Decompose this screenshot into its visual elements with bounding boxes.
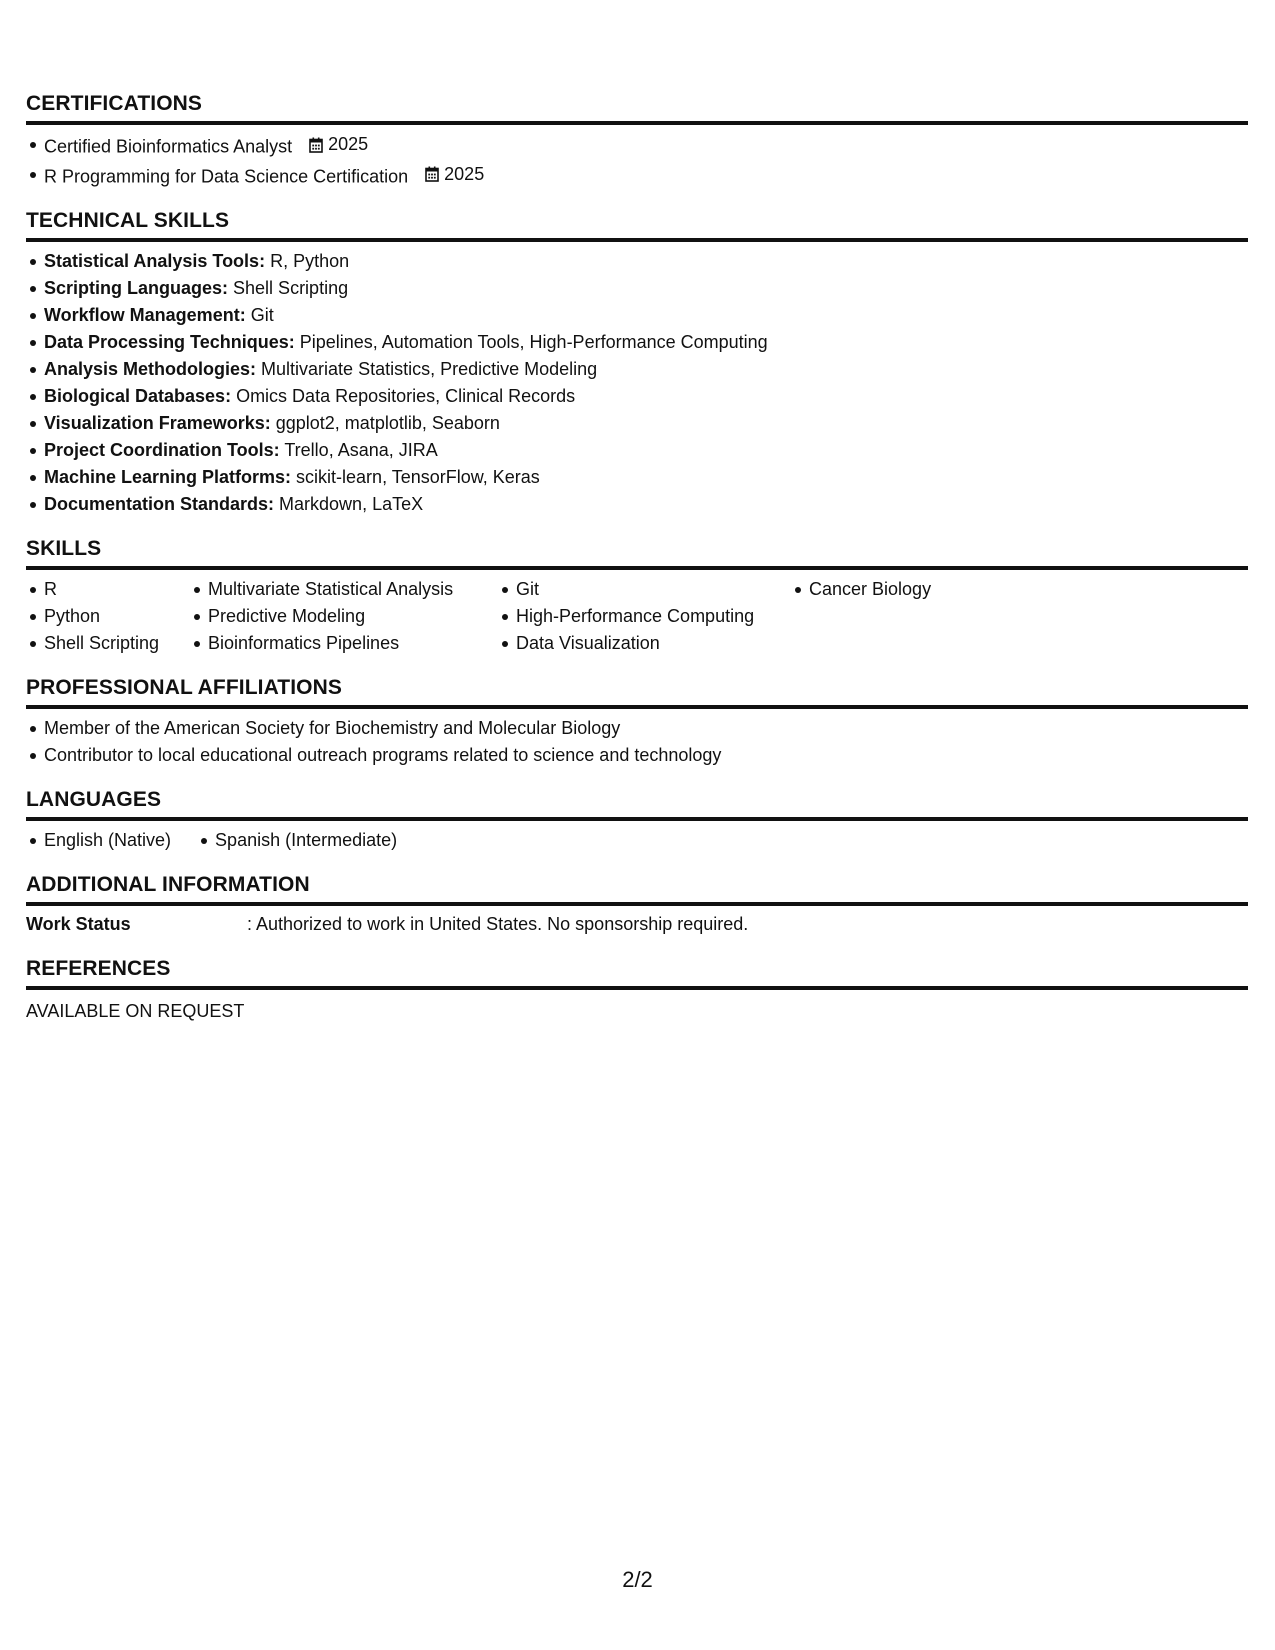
certification-date bbox=[309, 131, 368, 158]
list-item: R bbox=[44, 576, 190, 603]
skill-category-label: Project Coordination Tools: bbox=[44, 440, 280, 460]
work-status-value: : Authorized to work in United States. No sponsorship required. bbox=[247, 914, 749, 934]
resume-page bbox=[26, 92, 1248, 1025]
skill-category-label: Scripting Languages: bbox=[44, 278, 229, 298]
technical-skills-section bbox=[26, 209, 1248, 518]
list-item bbox=[44, 161, 1248, 191]
skill-category-label: Data Processing Techniques: bbox=[44, 332, 295, 352]
languages-list bbox=[26, 827, 1248, 854]
skill-category-value: Git bbox=[245, 305, 274, 325]
certification-date bbox=[425, 161, 484, 188]
additional-info-section bbox=[26, 873, 1248, 938]
references-section bbox=[26, 957, 1248, 1025]
skills-column bbox=[190, 576, 498, 657]
skill-category-label: Workflow Management: bbox=[44, 305, 246, 325]
skill-category-label: Biological Databases: bbox=[44, 386, 232, 406]
list-item: Member of the American Society for Biochemistry and Molecular Biology bbox=[44, 715, 1248, 742]
certifications-section bbox=[26, 92, 1248, 190]
skill-category-value: Shell Scripting bbox=[228, 278, 349, 298]
list-item: Shell Scripting bbox=[44, 630, 190, 657]
list-item: Spanish (Intermediate) bbox=[215, 827, 397, 854]
section-title-affiliations: PROFESSIONAL AFFILIATIONS bbox=[26, 676, 1248, 709]
references-text: AVAILABLE ON REQUEST bbox=[26, 1001, 245, 1021]
skill-category-label: Documentation Standards: bbox=[44, 494, 275, 514]
skill-category-label: Analysis Methodologies: bbox=[44, 359, 257, 379]
affiliations-section bbox=[26, 676, 1248, 769]
calendar-icon bbox=[425, 166, 439, 182]
skills-grid bbox=[26, 576, 1248, 657]
list-item bbox=[44, 410, 1248, 437]
list-item: Data Visualization bbox=[516, 630, 791, 657]
skill-category-label: Machine Learning Platforms: bbox=[44, 467, 292, 487]
section-title-skills: SKILLS bbox=[26, 537, 1248, 570]
certification-year: 2025 bbox=[444, 163, 485, 184]
skill-category-value: Trello, Asana, JIRA bbox=[279, 440, 438, 460]
section-title-additional-info: ADDITIONAL INFORMATION bbox=[26, 873, 1248, 906]
list-item: Bioinformatics Pipelines bbox=[208, 630, 498, 657]
calendar-icon bbox=[309, 137, 323, 153]
list-item bbox=[44, 437, 1248, 464]
list-item bbox=[44, 329, 1248, 356]
list-item: High-Performance Computing bbox=[516, 603, 791, 630]
list-item bbox=[44, 302, 1248, 329]
list-item: Python bbox=[44, 603, 190, 630]
list-item: Predictive Modeling bbox=[208, 603, 498, 630]
list-item: Git bbox=[516, 576, 791, 603]
skill-category-value: Multivariate Statistics, Predictive Modeling bbox=[256, 359, 598, 379]
skills-column bbox=[791, 576, 1109, 657]
list-item: Contributor to local educational outreach programs related to science and technology bbox=[44, 742, 1248, 769]
skill-category-label: Statistical Analysis Tools: bbox=[44, 251, 266, 271]
section-title-languages: LANGUAGES bbox=[26, 788, 1248, 821]
list-item: English (Native) bbox=[44, 827, 171, 854]
skills-section bbox=[26, 537, 1248, 657]
list-item bbox=[44, 383, 1248, 410]
affiliations-list bbox=[26, 715, 1248, 769]
list-item bbox=[44, 275, 1248, 302]
certifications-list bbox=[26, 131, 1248, 190]
section-title-technical-skills: TECHNICAL SKILLS bbox=[26, 209, 1248, 242]
skill-category-value: Omics Data Repositories, Clinical Records bbox=[231, 386, 576, 406]
certification-name: Certified Bioinformatics Analyst bbox=[44, 136, 293, 157]
list-item bbox=[44, 248, 1248, 275]
skills-column bbox=[498, 576, 791, 657]
skill-category-value: scikit-learn, TensorFlow, Keras bbox=[291, 467, 540, 487]
skill-category-value: Markdown, LaTeX bbox=[274, 494, 424, 514]
skill-category-value: Pipelines, Automation Tools, High-Performance Computing bbox=[294, 332, 768, 352]
section-title-references: REFERENCES bbox=[26, 957, 1248, 990]
skill-category-value: R, Python bbox=[265, 251, 350, 271]
work-status-label: Work Status bbox=[26, 914, 131, 934]
list-item: Multivariate Statistical Analysis bbox=[208, 576, 498, 603]
skill-category-value: ggplot2, matplotlib, Seaborn bbox=[270, 413, 500, 433]
languages-section bbox=[26, 788, 1248, 854]
list-item: Cancer Biology bbox=[809, 576, 1109, 603]
skills-column bbox=[26, 576, 190, 657]
skill-category-label: Visualization Frameworks: bbox=[44, 413, 271, 433]
certification-name: R Programming for Data Science Certification bbox=[44, 166, 409, 186]
list-item bbox=[44, 356, 1248, 383]
section-title-certifications: CERTIFICATIONS bbox=[26, 92, 1248, 125]
list-item bbox=[44, 491, 1248, 518]
work-status-row bbox=[26, 911, 1248, 938]
certification-year: 2025 bbox=[328, 134, 369, 154]
technical-skills-list bbox=[26, 248, 1248, 518]
list-item bbox=[44, 131, 1248, 161]
page-number: 2/2 bbox=[622, 1567, 653, 1592]
list-item bbox=[44, 464, 1248, 491]
